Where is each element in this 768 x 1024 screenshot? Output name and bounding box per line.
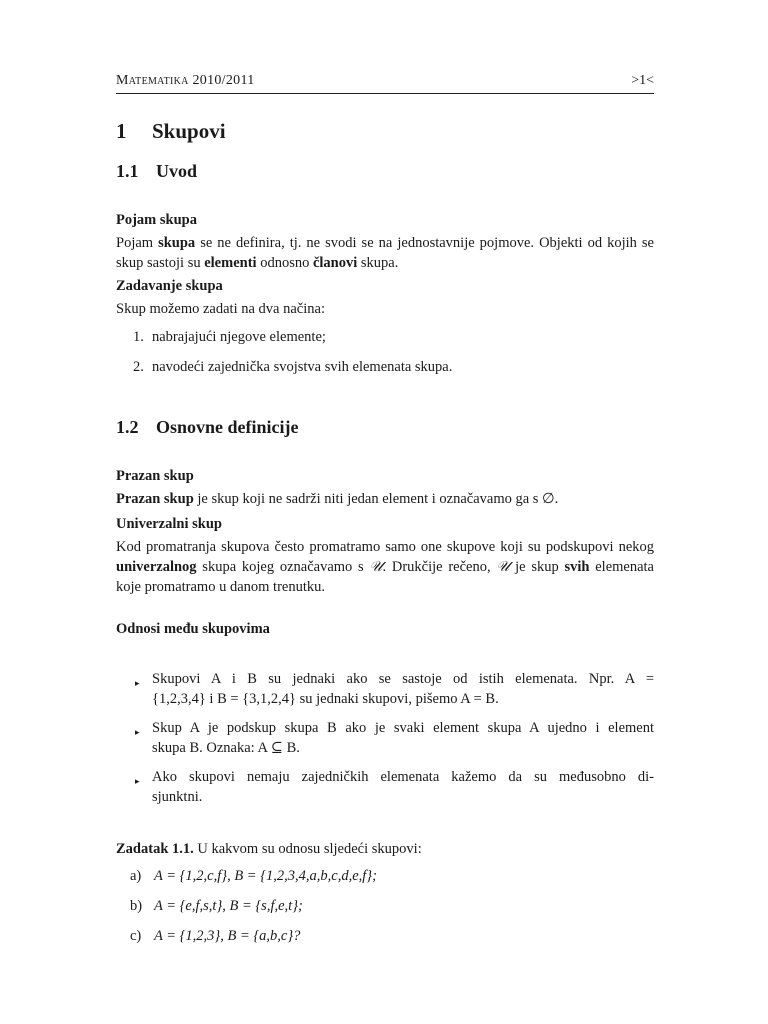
header-title: Matematika 2010/2011 [116,73,255,88]
subsection-title: Uvod [156,161,198,181]
text-run: odnosno [256,255,313,271]
bullet-item [116,669,654,709]
text-run: . Drukčije rečeno, [382,559,497,575]
bullet-line: skupa B. Oznaka: A ⊆ B. [152,740,300,756]
list-item-number: 1. [133,329,144,345]
subsection-heading-uvod [116,161,197,182]
exercise-item [116,896,654,916]
bold-term: univerzalnog [116,559,197,575]
bullet-arrow-icon: ▸ [135,727,140,737]
list-item-text: navodeći zajednička svojstva svih elemenata skupa. [152,359,453,375]
paragraph-title-odnosi: Odnosi među skupovima [116,621,270,637]
exercise-item-label: a) [130,868,142,884]
paragraph-pojam [116,233,654,273]
universal-set-symbol: 𝒰 [496,559,510,575]
paragraph-univerzalni [116,537,654,597]
bullet-line: Skup A je podskup skupa B ako je svaki element skupa A ujedno i element [152,720,654,736]
text-run: je skup [509,559,565,575]
exercise-text: U kakvom su odnosu sljedeći skupovi: [193,841,422,857]
bullet-arrow-icon: ▸ [135,678,140,688]
paragraph-title-univerzalni: Univerzalni skup [116,516,222,532]
bullet-text [152,718,654,758]
page-header [116,73,654,94]
bullet-item [116,718,654,758]
subsection-number: 1.1 [116,161,139,181]
exercise-item-label: b) [130,898,143,914]
exercise-label: Zadatak 1.1. [116,841,194,857]
list-item-number: 2. [133,359,144,375]
exercise-item [116,866,654,886]
bold-term: elementi [204,255,257,271]
text-run: je skup koji ne sadrži niti jedan element i označavamo ga s ∅. [193,491,559,507]
text-run: Pojam [116,235,159,251]
bullet-line: Ako skupovi nemaju zajedničkih elemenata kažemo da su međusobno di- [152,769,654,785]
exercise-item-label: c) [130,928,142,944]
text-run: elemenata koje promatramo u danom trenutku. [116,559,654,595]
universal-set-symbol: 𝒰 [369,559,383,575]
bold-term: skupa [158,235,196,251]
exercise-item-text: A = {1,2,3}, B = {a,b,c}? [154,928,301,944]
list-item [116,357,654,377]
paragraph-title-zadavanje: Zadavanje skupa [116,278,223,294]
exercise-item [116,926,654,946]
bullet-arrow-icon: ▸ [135,776,140,786]
bullet-text [152,669,654,709]
bold-term: članovi [312,255,358,271]
bold-term: Prazan skup [116,491,194,507]
bullet-item [116,767,654,807]
text-run: Kod promatranja skupova često promatramo samo one skupove koji su podskupovi nekog [116,539,654,555]
bullet-line: Skupovi A i B su jednaki ako se sastoje od istih elemenata. Npr. A = [152,671,654,687]
section-title: Skupovi [152,119,226,143]
bullet-line: sjunktni. [152,789,203,805]
page-number: >1< [631,73,654,88]
text-run: skupa kojeg označavamo s [196,559,370,575]
exercise-statement [116,839,654,859]
list-item [116,327,654,347]
exercise-item-text: A = {1,2,c,f}, B = {1,2,3,4,a,b,c,d,e,f}; [154,868,377,884]
paragraph-prazan [116,489,654,509]
subsection-title: Osnovne definicije [156,417,299,437]
bold-term: svih [564,559,590,575]
text-run: se ne definira, tj. ne svodi se na jednostavnije pojmove. Objekti od kojih se skup sastoji su [116,235,654,271]
paragraph-title-prazan: Prazan skup [116,468,194,484]
bullet-text [152,767,654,807]
paragraph-title-pojam: Pojam skupa [116,212,197,228]
subsection-heading-definicije [116,417,299,438]
text-run: skupa. [357,255,399,271]
section-number: 1 [116,119,127,143]
bullet-line: {1,2,3,4} i B = {3,1,2,4} su jednaki skupovi, pišemo A = B. [152,691,499,707]
paragraph-zadavanje: Skup možemo zadati na dva načina: [116,301,325,317]
section-heading [116,119,226,144]
list-item-text: nabrajajući njegove elemente; [152,329,326,345]
subsection-number: 1.2 [116,417,139,437]
exercise-item-text: A = {e,f,s,t}, B = {s,f,e,t}; [154,898,303,914]
